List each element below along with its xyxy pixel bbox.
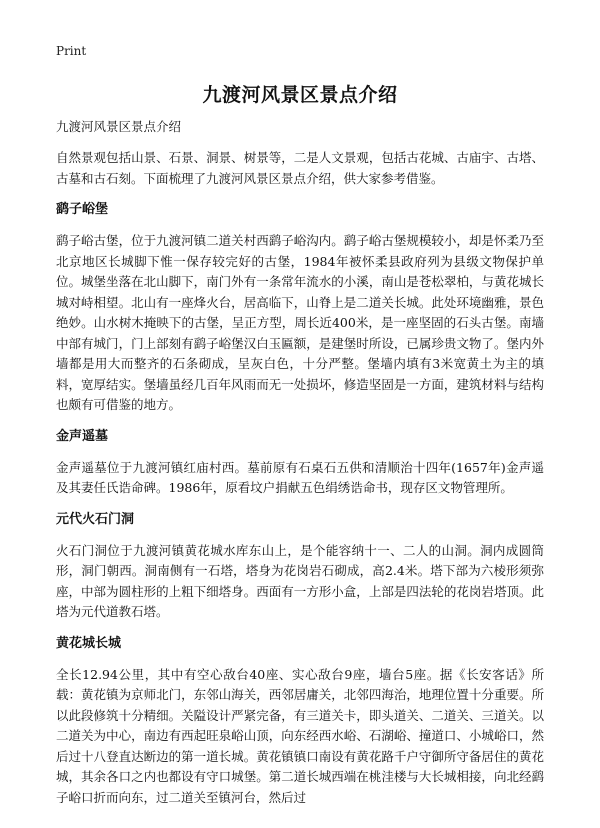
- section-heading-jinshengyao: 金声遥墓: [56, 428, 109, 444]
- section-heading-huanghuacheng: 黄花城长城: [56, 635, 122, 651]
- section-heading-yaoziyu: 鹞子峪堡: [56, 202, 109, 217]
- page-title: 九渡河风景区景点介绍: [202, 84, 398, 106]
- section-heading-huoshimen: 元代火石门洞: [56, 511, 135, 527]
- section-body-huoshimen: 火石门洞位于九渡河镇黄花城水库东山上，是个能容纳十一、二人的山洞。洞内成圆筒形，洞门朝西。洞南侧有一石塔，塔身为花岗岩石砌成，高2.4米。塔下部为六棱形须弥座，中部为圆柱形的上粗下细塔身。西面有一方形小盒，上部是四法轮的花岗岩塔顶。此塔为元代道教石塔。: [56, 542, 544, 619]
- article-body: [56, 118, 544, 818]
- section-body-yaoziyu: 鹞子峪古堡，位于九渡河镇二道关村西鹞子峪沟内。鹞子峪古堡规模较小，却是怀柔乃至北京地区长城脚下惟一保存较完好的古堡，1984年被怀柔县政府列为县级文物保护单位。城堡坐落在北山脚下，南门外有一条常年流水的小溪，南山是苍松翠柏，与黄花城长城对峙相望。北山有一座烽火台，居高临下，山脊上是二道关长城。此处环境幽雅，景色绝妙。山水树木掩映下的古堡，呈正方型，周长近400米，是一座坚固的石头古堡。南墙中部有城门，门上部刻有鹞子峪堡汉白玉匾额，是建堡时所设，已属珍贵文物了。堡内外墙都是用大而整齐的石条砌成，呈灰白色，十分严整。堡墙内填有3米宽黄土为主的填料，宽厚结实。堡墙虽经几百年风雨而无一处损坏，修造坚固是一方面，建筑材料与结构也颇有可借鉴的地方。: [56, 233, 544, 412]
- section-body-huanghuacheng: 全长12.94公里，其中有空心敌台40座、实心敌台9座，墙台5座。据《长安客话》所载：黄花镇为京师北门，东邻山海关，西邻居庸关，北邻四海治，地理位置十分重要。所以此段修筑十分精细。关隘设计严紧完备，有三道关卡，即头道关、二道关、三道关。以二道关为中心，南边有西起旺泉峪山顶，向东经西水峪、石湖峪、撞道口、小城峪口，然后过十八登直达断边的第一道长城。黄花镇镇口南设有黄花路千户守御所守备居住的黄花城，其余各口之内也都设有守口城堡。第二道长城西端在桃洼楼与大长城相接，向北经鹞子峪口折而向东，过二道关至镇河台，然后过: [56, 666, 544, 805]
- print-link[interactable]: Print: [56, 44, 87, 58]
- article-subtitle: 九渡河风景区景点介绍: [56, 119, 182, 134]
- intro-paragraph: 自然景观包括山景、石景、洞景、树景等，二是人文景观，包括古花城、古庙宇、古塔、古墓和古石刻。下面梳理了九渡河风景区景点介绍，供大家参考借鉴。: [56, 150, 544, 186]
- section-body-jinshengyao: 金声遥墓位于九渡河镇红庙村西。墓前原有石桌石五供和清顺治十四年(1657年)金声遥及其妻任氏诰命碑。1986年，原看坟户捐献五色绢绣诰命书，现存区文物管理所。: [56, 459, 544, 495]
